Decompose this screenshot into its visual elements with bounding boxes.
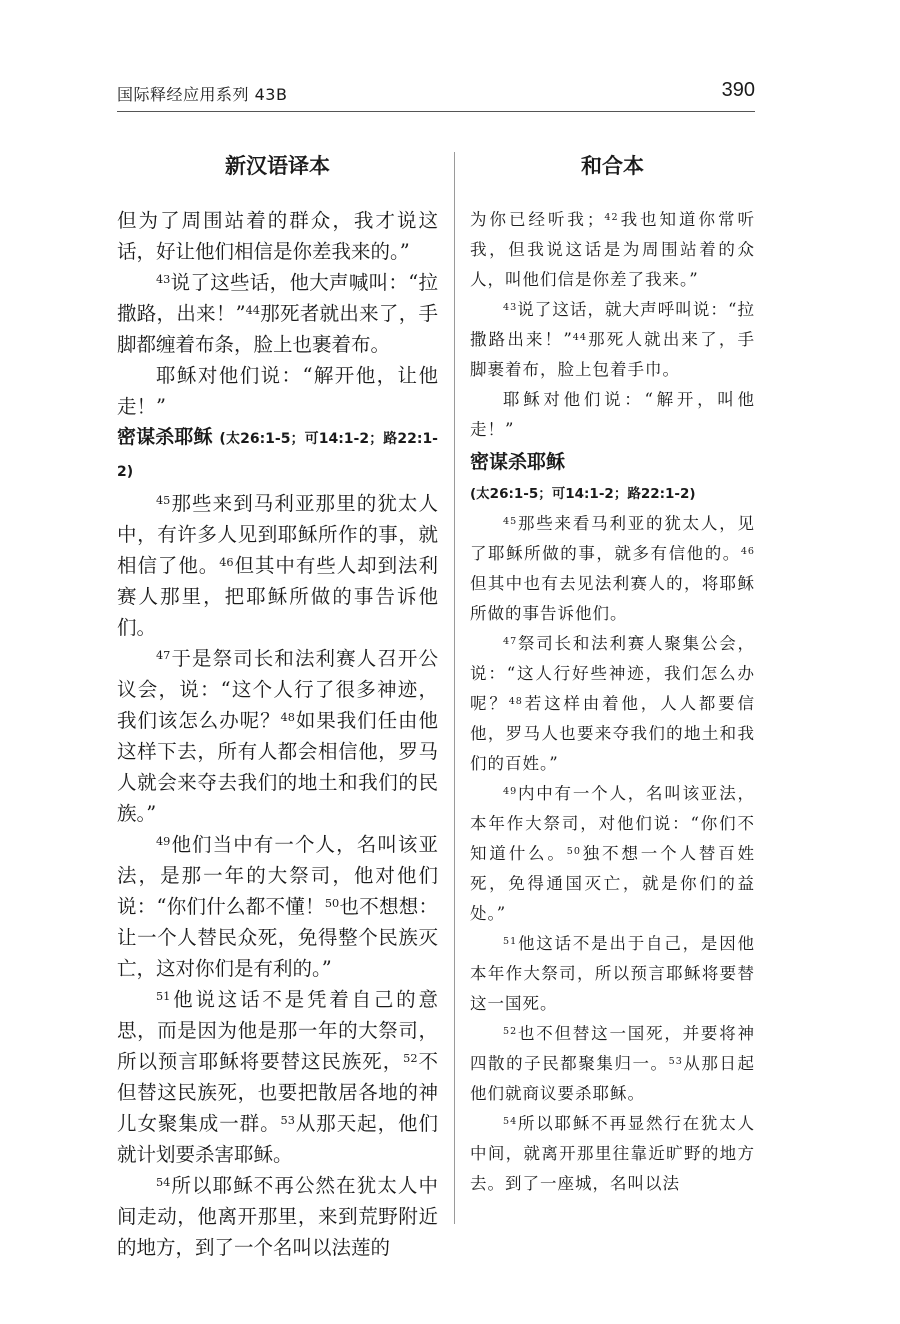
verse-number: 48 <box>280 710 295 724</box>
verse-text: 祭司长和法利赛人聚集公会，说：“这人行好些神迹，我们怎么办呢？ <box>470 634 755 713</box>
paragraph <box>470 779 755 929</box>
verse-number: 53 <box>668 1055 683 1067</box>
verse-text: 内中有一个人，名叫该亚法，本年作大祭司，对他们说：“你们不知道什么。 <box>470 784 755 863</box>
verse-text: 从那天起，他们就计划要杀害耶稣。 <box>117 1112 438 1166</box>
verse-number: 48 <box>508 695 523 707</box>
verse-text: 若这样由着他，人人都要信他，罗马人也要来夺我们的地土和我们的百姓。” <box>470 694 756 773</box>
verse-text: 但其中也有去见法利赛人的，将耶稣所做的事告诉他们。 <box>470 574 755 623</box>
verse-text: 为你已经听我； <box>470 210 605 229</box>
paragraph <box>470 929 755 1019</box>
verse-number: 51 <box>503 935 518 947</box>
running-header-series: 国际释经应用系列 43B <box>117 85 288 104</box>
verse-number: 51 <box>156 989 171 1003</box>
verse-number: 54 <box>156 1175 171 1189</box>
paragraph: 但为了周围站着的群众，我才说这话，好让他们相信是你差我来的。” <box>117 209 438 263</box>
paragraph <box>470 1109 755 1199</box>
verse-text: 那些来看马利亚的犹太人，见了耶稣所做的事，就多有信他的。 <box>470 514 755 563</box>
verse-number: 46 <box>740 545 755 557</box>
verse-number: 52 <box>403 1051 418 1065</box>
verse-text: 于是祭司长和法利赛人召开公议会，说：“这个人行了很多神迹，我们该怎么办呢？ <box>117 647 438 732</box>
paragraph <box>117 643 438 829</box>
header-rule <box>117 111 755 112</box>
verse-number: 47 <box>503 635 518 647</box>
verse-number: 44 <box>245 303 260 317</box>
paragraph: 耶稣对他们说：“解开，叫他走！” <box>470 390 755 439</box>
section-cross-reference: (太26:1-5；可14:1-2；路22:1-2) <box>470 486 696 502</box>
verse-number: 46 <box>219 555 234 569</box>
verse-text: 如果我们任由他这样下去，所有人都会相信他，罗马人就会来夺去我们的地土和我们的民族。” <box>117 709 438 825</box>
page-number: 390 <box>721 79 755 101</box>
verse-text: 也不但替这一国死，并要将神四散的子民都聚集归一。 <box>470 1024 755 1073</box>
left-column-title: 新汉语译本 <box>225 154 330 178</box>
paragraph <box>117 267 438 360</box>
verse-number: 43 <box>503 301 518 313</box>
verse-number: 47 <box>156 648 171 662</box>
verse-number: 45 <box>503 515 518 527</box>
paragraph <box>470 1019 755 1109</box>
verse-text: 说了这些话，他大声喊叫：“拉撒路，出来！” <box>117 271 438 325</box>
section-heading <box>117 422 438 488</box>
verse-number: 49 <box>503 785 518 797</box>
verse-number: 43 <box>156 272 171 286</box>
verse-number: 49 <box>156 834 171 848</box>
left-column-text <box>117 205 438 1263</box>
verse-number: 54 <box>503 1115 518 1127</box>
verse-text: 我也知道你常听我，但我说这话是为周围站着的众人，叫他们信是你差了我来。” <box>470 210 756 289</box>
verse-text: 那死人就出来了，手脚裹着布，脸上包着手巾。 <box>470 330 756 379</box>
column-divider <box>454 152 455 1224</box>
paragraph <box>117 488 438 643</box>
verse-number: 44 <box>572 331 587 343</box>
verse-text: 说了这话，就大声呼叫说：“拉撒路出来！” <box>470 300 755 349</box>
section-title: 密谋杀耶稣 <box>470 451 566 473</box>
verse-text: 不但替这民族死，也要把散居各地的神儿女聚集成一群。 <box>117 1050 438 1135</box>
verse-number: 50 <box>324 896 340 910</box>
verse-text: 独不想一个人替百姓死，免得通国灭亡，就是你们的益处。” <box>470 844 756 923</box>
paragraph <box>470 205 755 295</box>
paragraph <box>117 1170 438 1263</box>
verse-text: 但其中有些人却到法利赛人那里，把耶稣所做的事告诉他们。 <box>117 554 438 639</box>
paragraph <box>470 295 755 385</box>
verse-text: 所以耶稣不再公然在犹太人中间走动，他离开那里，来到荒野附近的地方，到了一个名叫以法莲的 <box>117 1174 438 1259</box>
verse-text: 所以耶稣不再显然行在犹太人中间，就离开那里往靠近旷野的地方去。到了一座城，名叫以法 <box>470 1114 755 1193</box>
paragraph <box>470 509 755 629</box>
verse-number: 45 <box>156 493 171 507</box>
verse-number: 53 <box>280 1113 295 1127</box>
verse-number: 42 <box>604 211 619 223</box>
paragraph: 耶稣对他们说：“解开他，让他走！” <box>117 364 438 418</box>
right-column-text <box>470 205 755 1199</box>
verse-text: 那死者就出来了，手脚都缠着布条，脸上也裹着布。 <box>117 302 438 356</box>
verse-text: 他们当中有一个人，名叫该亚法，是那一年的大祭司，他对他们说：“你们什么都不懂！ <box>117 833 438 918</box>
verse-text: 也不想想：让一个人替民众死，免得整个民族灭亡，这对你们是有利的。” <box>117 895 438 980</box>
verse-number: 52 <box>503 1025 518 1037</box>
section-title: 密谋杀耶稣 <box>117 426 213 448</box>
verse-text: 他这话不是出于自己，是因他本年作大祭司，所以预言耶稣将要替这一国死。 <box>470 934 755 1013</box>
verse-text: 从那日起他们就商议要杀耶稣。 <box>470 1054 756 1103</box>
verse-number: 50 <box>566 845 581 857</box>
paragraph <box>117 829 438 984</box>
paragraph <box>117 984 438 1170</box>
paragraph <box>470 629 755 779</box>
section-cross-reference: (太26:1-5；可14:1-2；路22:1-2) <box>117 431 438 480</box>
right-column-title: 和合本 <box>581 154 644 178</box>
verse-text: 那些来到马利亚那里的犹太人中，有许多人见到耶稣所作的事，就相信了他。 <box>117 492 438 577</box>
verse-text: 他说这话不是凭着自己的意思，而是因为他是那一年的大祭司，所以预言耶稣将要替这民族死， <box>117 988 438 1073</box>
